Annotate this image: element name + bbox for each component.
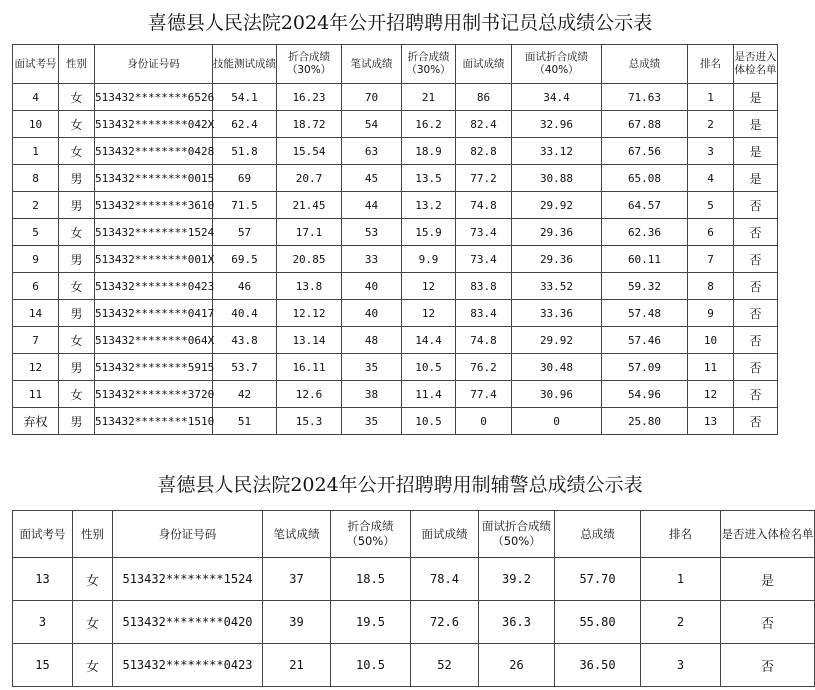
table-cell: 35: [342, 408, 402, 435]
table-cell: 73.4: [456, 246, 512, 273]
table-cell: 82.4: [456, 111, 512, 138]
table-row: [13, 300, 778, 327]
table-cell: 513432********0417: [95, 300, 213, 327]
table-cell: 女: [73, 644, 113, 687]
table-cell: 30.96: [512, 381, 602, 408]
table-cell: 65.08: [602, 165, 688, 192]
table-cell: 33: [342, 246, 402, 273]
table-cell: 513432********1510: [95, 408, 213, 435]
table-cell: 36.3: [479, 601, 555, 644]
table-cell: 否: [734, 273, 778, 300]
table-cell: 35: [342, 354, 402, 381]
table-cell: 14.4: [402, 327, 456, 354]
table-cell: 13: [688, 408, 734, 435]
column-header: 折合成绩（30%）: [277, 45, 342, 84]
table-cell: 45: [342, 165, 402, 192]
table-cell: 83.4: [456, 300, 512, 327]
table-cell: 74.8: [456, 192, 512, 219]
table-cell: 0: [456, 408, 512, 435]
table-cell: 40: [342, 300, 402, 327]
table-cell: 女: [59, 381, 95, 408]
table-cell: 39: [263, 601, 331, 644]
table-row: [13, 354, 778, 381]
column-header: 面试折合成绩（40%）: [512, 45, 602, 84]
table-cell: 男: [59, 192, 95, 219]
table-cell: 是: [721, 558, 815, 601]
table-cell: 513432********1524: [113, 558, 263, 601]
table-cell: 9: [13, 246, 59, 273]
table-cell: 51: [213, 408, 277, 435]
table-cell: 1: [688, 84, 734, 111]
column-header: 技能测试成绩: [213, 45, 277, 84]
table-cell: 44: [342, 192, 402, 219]
table-cell: 18.72: [277, 111, 342, 138]
table-cell: 37: [263, 558, 331, 601]
table-cell: 40.4: [213, 300, 277, 327]
column-header: 排名: [688, 45, 734, 84]
table-cell: 否: [734, 381, 778, 408]
table-row: [13, 327, 778, 354]
table-cell: 74.8: [456, 327, 512, 354]
table-cell: 15.54: [277, 138, 342, 165]
table-cell: 54: [342, 111, 402, 138]
table-cell: 2: [13, 192, 59, 219]
table-cell: 12: [402, 273, 456, 300]
column-header: 性别: [59, 45, 95, 84]
table-cell: 15.3: [277, 408, 342, 435]
table-cell: 13.8: [277, 273, 342, 300]
column-header: 笔试成绩: [263, 511, 331, 558]
table-cell: 18.9: [402, 138, 456, 165]
column-header: 折合成绩（50%）: [331, 511, 411, 558]
table-cell: 11.4: [402, 381, 456, 408]
table-cell: 73.4: [456, 219, 512, 246]
table-cell: 1: [13, 138, 59, 165]
table-row: [13, 601, 815, 644]
table-cell: 19.5: [331, 601, 411, 644]
section-divider: [0, 452, 800, 464]
table-cell: 12: [688, 381, 734, 408]
table-cell: 是: [734, 138, 778, 165]
table-cell: 男: [59, 408, 95, 435]
table-cell: 否: [734, 354, 778, 381]
table-row: [13, 644, 815, 687]
table-row: [13, 111, 778, 138]
table-cell: 1: [641, 558, 721, 601]
table-cell: 女: [59, 84, 95, 111]
table-cell: 78.4: [411, 558, 479, 601]
column-header: 身份证号码: [95, 45, 213, 84]
table-cell: 513432********042X: [95, 111, 213, 138]
table-cell: 12: [13, 354, 59, 381]
table-cell: 69: [213, 165, 277, 192]
table-cell: 86: [456, 84, 512, 111]
table-cell: 5: [688, 192, 734, 219]
table-cell: 67.88: [602, 111, 688, 138]
table-cell: 3: [641, 644, 721, 687]
table-cell: 513432********0015: [95, 165, 213, 192]
table-cell: 62.36: [602, 219, 688, 246]
table-cell: 13.2: [402, 192, 456, 219]
table-cell: 57.48: [602, 300, 688, 327]
table-cell: 18.5: [331, 558, 411, 601]
table-cell: 7: [688, 246, 734, 273]
table-cell: 10: [13, 111, 59, 138]
table-row: [13, 408, 778, 435]
table-cell: 弃权: [13, 408, 59, 435]
table-cell: 女: [59, 111, 95, 138]
table-cell: 8: [688, 273, 734, 300]
table-cell: 36.50: [555, 644, 641, 687]
table-cell: 10.5: [402, 408, 456, 435]
table-cell: 2: [688, 111, 734, 138]
table-cell: 9.9: [402, 246, 456, 273]
table-row: [13, 165, 778, 192]
column-header: 是否进入体检名单: [721, 511, 815, 558]
table-cell: 42: [213, 381, 277, 408]
table-cell: 83.8: [456, 273, 512, 300]
table-cell: 6: [688, 219, 734, 246]
table-cell: 16.11: [277, 354, 342, 381]
table-cell: 10.5: [331, 644, 411, 687]
table-cell: 72.6: [411, 601, 479, 644]
table-cell: 女: [59, 327, 95, 354]
table-cell: 10: [688, 327, 734, 354]
column-header: 面试考号: [13, 511, 73, 558]
table-cell: 否: [734, 219, 778, 246]
column-header: 折合成绩（30%）: [402, 45, 456, 84]
table-cell: 34.4: [512, 84, 602, 111]
table-cell: 26: [479, 644, 555, 687]
table-cell: 否: [734, 192, 778, 219]
table-cell: 38: [342, 381, 402, 408]
table-cell: 12: [402, 300, 456, 327]
table-cell: 76.2: [456, 354, 512, 381]
table-cell: 29.92: [512, 192, 602, 219]
column-header: 总成绩: [555, 511, 641, 558]
table-cell: 513432********3720: [95, 381, 213, 408]
table-cell: 71.63: [602, 84, 688, 111]
table-cell: 53.7: [213, 354, 277, 381]
clerk-score-table: [12, 44, 778, 435]
table-cell: 39.2: [479, 558, 555, 601]
column-header: 性别: [73, 511, 113, 558]
table-cell: 54.1: [213, 84, 277, 111]
table-cell: 513432********0420: [113, 601, 263, 644]
table-cell: 69.5: [213, 246, 277, 273]
table-cell: 5: [13, 219, 59, 246]
table-cell: 64.57: [602, 192, 688, 219]
table-cell: 4: [688, 165, 734, 192]
table-cell: 13.14: [277, 327, 342, 354]
table-cell: 否: [734, 246, 778, 273]
table-cell: 57.09: [602, 354, 688, 381]
table-cell: 否: [721, 644, 815, 687]
table-cell: 67.56: [602, 138, 688, 165]
table-cell: 13.5: [402, 165, 456, 192]
table-cell: 15.9: [402, 219, 456, 246]
table-cell: 46: [213, 273, 277, 300]
table-cell: 21.45: [277, 192, 342, 219]
table-cell: 20.85: [277, 246, 342, 273]
table-cell: 57: [213, 219, 277, 246]
table-cell: 33.12: [512, 138, 602, 165]
table-cell: 否: [734, 327, 778, 354]
police-table-header-row: [13, 511, 815, 558]
table-row: [13, 558, 815, 601]
table-row: [13, 192, 778, 219]
table-cell: 女: [59, 273, 95, 300]
table-row: [13, 84, 778, 111]
police-score-table: [12, 510, 815, 687]
table-cell: 29.36: [512, 246, 602, 273]
table-cell: 30.48: [512, 354, 602, 381]
table-cell: 女: [73, 558, 113, 601]
table-cell: 男: [59, 165, 95, 192]
table-cell: 否: [721, 601, 815, 644]
table-cell: 32.96: [512, 111, 602, 138]
table-cell: 29.36: [512, 219, 602, 246]
table-cell: 33.36: [512, 300, 602, 327]
table-cell: 11: [13, 381, 59, 408]
table-cell: 43.8: [213, 327, 277, 354]
table-cell: 77.4: [456, 381, 512, 408]
column-header: 笔试成绩: [342, 45, 402, 84]
table-cell: 是: [734, 165, 778, 192]
table-cell: 4: [13, 84, 59, 111]
table-cell: 513432********0423: [113, 644, 263, 687]
table-cell: 63: [342, 138, 402, 165]
table-cell: 62.4: [213, 111, 277, 138]
table-cell: 14: [13, 300, 59, 327]
table-cell: 2: [641, 601, 721, 644]
table-cell: 20.7: [277, 165, 342, 192]
table-cell: 54.96: [602, 381, 688, 408]
table-cell: 513432********5915: [95, 354, 213, 381]
table-cell: 16.2: [402, 111, 456, 138]
table-cell: 55.80: [555, 601, 641, 644]
clerk-table-header-row: [13, 45, 778, 84]
table-cell: 0: [512, 408, 602, 435]
table-cell: 51.8: [213, 138, 277, 165]
table-cell: 否: [734, 408, 778, 435]
table-cell: 59.32: [602, 273, 688, 300]
table-cell: 30.88: [512, 165, 602, 192]
table-cell: 53: [342, 219, 402, 246]
column-header: 身份证号码: [113, 511, 263, 558]
table-cell: 77.2: [456, 165, 512, 192]
table-cell: 男: [59, 246, 95, 273]
table-cell: 7: [13, 327, 59, 354]
table-row: [13, 246, 778, 273]
table-cell: 60.11: [602, 246, 688, 273]
table-cell: 513432********3610: [95, 192, 213, 219]
table-cell: 13: [13, 558, 73, 601]
table-cell: 52: [411, 644, 479, 687]
table-cell: 12.6: [277, 381, 342, 408]
table-cell: 女: [73, 601, 113, 644]
table-cell: 9: [688, 300, 734, 327]
column-header: 面试成绩: [456, 45, 512, 84]
table-cell: 513432********0428: [95, 138, 213, 165]
table-cell: 17.1: [277, 219, 342, 246]
table-cell: 71.5: [213, 192, 277, 219]
table-cell: 82.8: [456, 138, 512, 165]
table-cell: 25.80: [602, 408, 688, 435]
table-cell: 11: [688, 354, 734, 381]
table-row: [13, 138, 778, 165]
table-cell: 57.46: [602, 327, 688, 354]
table-row: [13, 273, 778, 300]
table-cell: 是: [734, 111, 778, 138]
table-row: [13, 219, 778, 246]
table-cell: 12.12: [277, 300, 342, 327]
table-cell: 513432********6526: [95, 84, 213, 111]
table-cell: 男: [59, 354, 95, 381]
column-header: 总成绩: [602, 45, 688, 84]
column-header: 面试考号: [13, 45, 59, 84]
police-table-title: 喜德县人民法院2024年公开招聘聘用制辅警总成绩公示表: [157, 474, 643, 496]
table-cell: 40: [342, 273, 402, 300]
table-cell: 6: [13, 273, 59, 300]
table-cell: 57.70: [555, 558, 641, 601]
table-cell: 513432********1524: [95, 219, 213, 246]
table-cell: 513432********001X: [95, 246, 213, 273]
column-header: 面试成绩: [411, 511, 479, 558]
table-cell: 10.5: [402, 354, 456, 381]
table-cell: 是: [734, 84, 778, 111]
clerk-table-title: 喜德县人民法院2024年公开招聘聘用制书记员总成绩公示表: [147, 12, 653, 34]
table-cell: 否: [734, 300, 778, 327]
column-header: 面试折合成绩（50%）: [479, 511, 555, 558]
table-cell: 513432********064X: [95, 327, 213, 354]
table-cell: 男: [59, 300, 95, 327]
table-row: [13, 381, 778, 408]
table-cell: 48: [342, 327, 402, 354]
column-header: 是否进入体检名单: [734, 45, 778, 84]
table-cell: 3: [13, 601, 73, 644]
table-cell: 女: [59, 138, 95, 165]
table-cell: 女: [59, 219, 95, 246]
table-cell: 8: [13, 165, 59, 192]
table-cell: 21: [402, 84, 456, 111]
table-cell: 21: [263, 644, 331, 687]
table-cell: 3: [688, 138, 734, 165]
table-cell: 29.92: [512, 327, 602, 354]
table-cell: 513432********0423: [95, 273, 213, 300]
table-cell: 15: [13, 644, 73, 687]
table-cell: 16.23: [277, 84, 342, 111]
table-cell: 33.52: [512, 273, 602, 300]
column-header: 排名: [641, 511, 721, 558]
table-cell: 70: [342, 84, 402, 111]
